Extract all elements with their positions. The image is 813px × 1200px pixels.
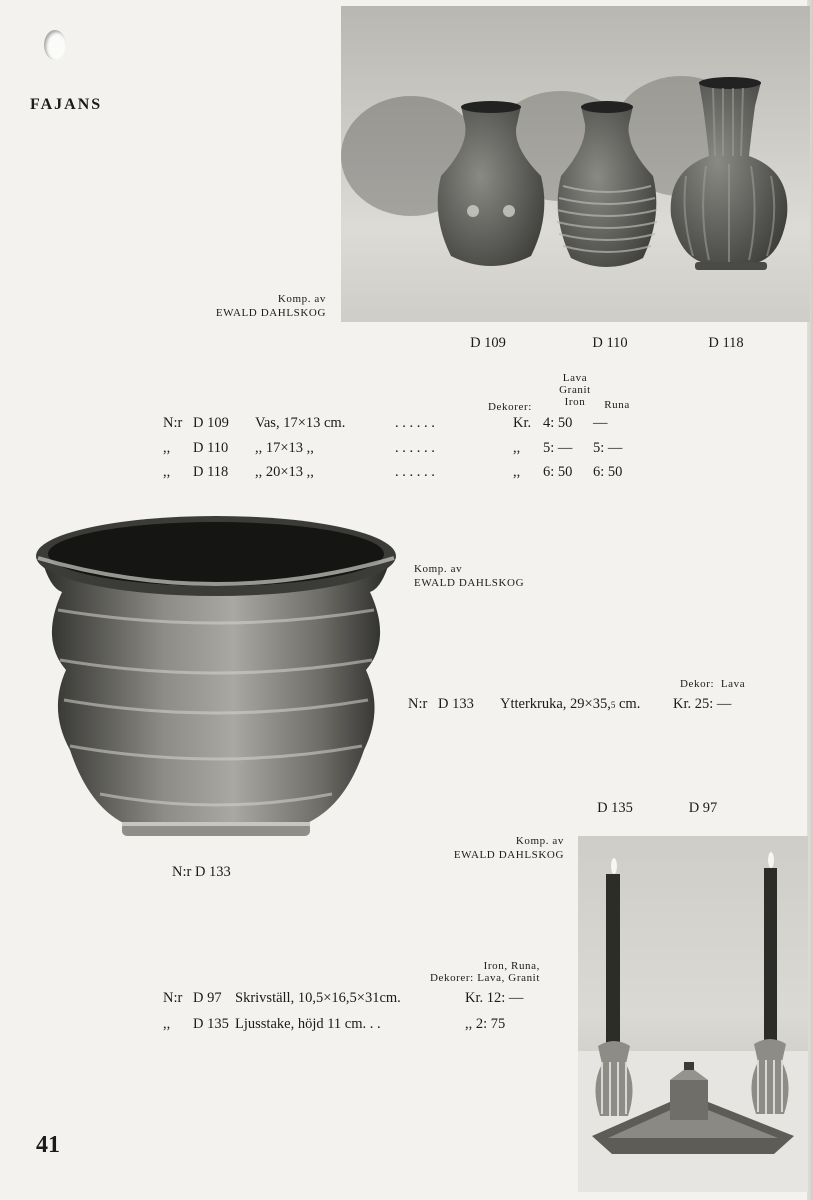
row-desc: ,, 20×13 ,, bbox=[255, 464, 314, 480]
row-currency: ,, bbox=[513, 440, 521, 456]
row-desc: Ytterkruka, 29×35, bbox=[500, 696, 611, 712]
row-price: Kr. 25: — bbox=[673, 696, 732, 712]
pot-credit-line2: EWALD DAHLSKOG bbox=[414, 577, 525, 589]
vases-credit-line2: EWALD DAHLSKOG bbox=[215, 307, 326, 319]
pot-credit bbox=[414, 562, 524, 590]
row-currency: Kr. bbox=[513, 415, 532, 431]
row-code: D 109 bbox=[193, 415, 229, 431]
pot-credit-line1: Komp. av bbox=[414, 563, 463, 575]
row-code: D 135 bbox=[193, 1016, 229, 1032]
vases-header-granit: Granit bbox=[559, 384, 591, 396]
row-code: D 97 bbox=[193, 990, 222, 1006]
desk-credit-line1: Komp. av bbox=[515, 835, 564, 847]
vase-code-1: D 109 bbox=[470, 335, 506, 351]
row-desc: Skrivställ, 10,5×16,5×31cm. bbox=[235, 990, 401, 1006]
desk-dekorer bbox=[380, 960, 540, 984]
row-price-lava: 5: — bbox=[543, 440, 573, 456]
pot-price-row bbox=[408, 696, 731, 713]
table-row bbox=[163, 464, 633, 481]
row-price-runa: — bbox=[593, 415, 608, 431]
row-code: D 118 bbox=[193, 464, 229, 480]
table-row bbox=[163, 440, 633, 457]
vases-photo bbox=[341, 6, 810, 322]
row-price-runa: 6: 50 bbox=[593, 464, 623, 480]
pot-dekor-value: Lava bbox=[720, 678, 746, 690]
page-number: 41 bbox=[36, 1132, 60, 1158]
row-prefix: N:r bbox=[163, 415, 183, 431]
pot-dekor bbox=[680, 677, 745, 691]
vases-header-lava: Lava bbox=[562, 372, 588, 384]
row-code: D 133 bbox=[438, 696, 474, 712]
row-price: Kr. 12: — bbox=[465, 990, 524, 1006]
vases-header-dekorer: Dekorer: bbox=[488, 401, 532, 413]
row-dots: . . . . . . bbox=[395, 464, 435, 480]
vase-code-3: D 118 bbox=[708, 335, 744, 351]
row-prefix: ,, bbox=[163, 1016, 171, 1032]
row-dots: . . . . . . bbox=[395, 415, 435, 431]
row-desc-sub: 5 bbox=[610, 700, 616, 710]
row-price: ,, 2: 75 bbox=[465, 1016, 506, 1032]
row-code: D 110 bbox=[193, 440, 229, 456]
desk-code-2: D 97 bbox=[688, 800, 718, 816]
desk-dekorer-label: Dekorer: bbox=[429, 972, 474, 984]
row-price-lava: 4: 50 bbox=[543, 415, 573, 431]
row-prefix: ,, bbox=[163, 464, 171, 480]
table-row bbox=[163, 1016, 505, 1033]
desk-dekorer-values-2: Lava, Granit bbox=[477, 972, 540, 984]
pot-dekor-label: Dekor: bbox=[680, 678, 715, 690]
desk-dekorer-values-1: Iron, Runa, bbox=[483, 960, 540, 972]
row-price-runa: 5: — bbox=[593, 440, 623, 456]
vases-header-runa: Runa bbox=[604, 399, 630, 411]
table-row bbox=[163, 415, 633, 432]
punch-hole bbox=[44, 30, 66, 60]
vases-header-iron: Iron bbox=[564, 396, 586, 408]
row-unit: cm. bbox=[619, 696, 641, 712]
pot-caption: N:r D 133 bbox=[172, 864, 231, 880]
row-prefix: N:r bbox=[408, 696, 428, 712]
desk-credit bbox=[400, 834, 564, 862]
row-prefix: ,, bbox=[163, 440, 171, 456]
section-title: FAJANS bbox=[30, 96, 103, 113]
row-desc: Ljusstake, höjd 11 cm. . . bbox=[235, 1016, 381, 1032]
vase-code-2: D 110 bbox=[592, 335, 628, 351]
vases-credit-line1: Komp. av bbox=[277, 293, 326, 305]
row-price-lava: 6: 50 bbox=[543, 464, 573, 480]
row-desc: Vas, 17×13 cm. bbox=[255, 415, 346, 431]
row-dots: . . . . . . bbox=[395, 440, 435, 456]
pot-photo bbox=[30, 510, 402, 850]
table-row bbox=[163, 990, 523, 1007]
row-desc: ,, 17×13 ,, bbox=[255, 440, 314, 456]
vases-credit bbox=[150, 292, 326, 320]
desk-code-1: D 135 bbox=[597, 800, 633, 816]
row-currency: ,, bbox=[513, 464, 521, 480]
desk-set-photo bbox=[578, 836, 808, 1192]
row-prefix: N:r bbox=[163, 990, 183, 1006]
desk-credit-line2: EWALD DAHLSKOG bbox=[453, 849, 564, 861]
